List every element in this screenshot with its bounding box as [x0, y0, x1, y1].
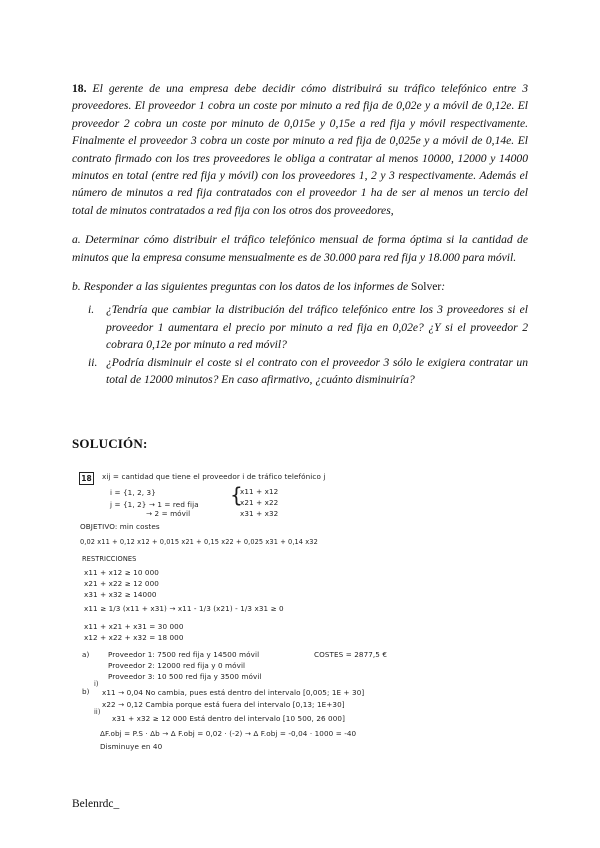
index-i-set: i = {1, 2, 3} [110, 488, 156, 497]
constraint-2: x21 + x22 ≥ 12 000 [84, 579, 159, 588]
solution-title: SOLUCIÓN: [72, 436, 148, 451]
question-item [72, 301, 528, 353]
problem-number: 18. [72, 82, 87, 95]
answer-b-ii-3: Disminuye en 40 [100, 742, 163, 751]
part-b-i-label: i) [94, 680, 99, 688]
part-b-ii-label: ii) [94, 708, 101, 716]
solver-word: Solver [411, 280, 442, 294]
brace-symbol: { [230, 483, 243, 507]
brace-line-2: x21 + x22 [240, 498, 279, 507]
answer-b-ii-2: ΔF.obj = P.S · Δb → Δ F.obj = 0,02 · (-2) → Δ F.obj = -0,04 · 1000 = -40 [100, 729, 357, 738]
brace-line-1: x11 + x12 [240, 487, 279, 496]
question-text: ¿Podría disminuir el coste si el contrato con el proveedor 3 sólo le exigiera contratar un total de 12000 minutos? En caso afirmativo, ¿cuánto disminuiría? [106, 355, 528, 387]
index-j-mobile: → 2 = móvil [146, 509, 191, 518]
constraint-4: x11 ≥ 1/3 (x11 + x31) → x11 - 1/3 (x21) - 1/3 x31 ≥ 0 [84, 604, 284, 613]
problem-text: El gerente de una empresa debe decidir cómo distribuirá su tráfico telefónico entre 3 proveedores. El proveedor 1 cobra un coste por minuto a red fija de 0,02e y a móvil de 0,12e. El proveedor 2 cobra un coste por minuto de 0,015e y 0,15e a red fija y móvil respectivamente. Finalmente el proveedor 3 cobra un coste por minuto a red fija de 0,025e y a móvil de 0,14e. El contrato firmado con los tres proveedores le obliga a contratar al menos 10000, 12000 y 14000 minutos en total (entre red fija y móvil) con los proveedores 1, 2 y 3 respectivamente. Además el número de minutos a red fija contratados con el proveedor 1 ha de ser al menos un tercio del total de minutos contratados a red fija con los otros dos proveedores, [72, 82, 528, 217]
constraint-3: x31 + x32 ≥ 14000 [84, 590, 157, 599]
answer-b-i-1: x11 → 0,04 No cambia, pues está dentro del intervalo [0,005; 1E + 30] [102, 688, 365, 697]
question-text: ¿Tendría que cambiar la distribución del tráfico telefónico entre los 3 proveedores si el proveedor 1 aumentara el precio por minuto a red fija en 0,02e? ¿Y si el proveedor 2 cobrara 0,12e por minuto a red móvil? [106, 303, 528, 352]
problem-intro [72, 80, 528, 219]
problem-statement [72, 80, 528, 389]
answer-provider-1: Proveedor 1: 7500 red fija y 14500 móvil [108, 650, 260, 659]
variable-definition: xij = cantidad que tiene el proveedor i de tráfico telefónico j [102, 472, 326, 481]
exercise-number-box: 18 [79, 472, 94, 485]
question-list [72, 301, 528, 388]
answer-provider-2: Proveedor 2: 12000 red fija y 0 móvil [108, 661, 246, 670]
question-mark: ii. [88, 355, 98, 369]
constraint-6: x12 + x22 + x32 = 18 000 [84, 633, 184, 642]
part-b-label: b) [82, 687, 90, 696]
part-b-colon: : [441, 280, 446, 294]
question-mark: i. [88, 303, 95, 317]
objective-label: OBJETIVO: min costes [80, 522, 160, 531]
answer-cost: COSTES = 2877,5 € [314, 650, 388, 659]
constraint-1: x11 + x12 ≥ 10 000 [84, 568, 159, 577]
author-footer: Belenrdc_ [72, 798, 120, 810]
part-b-text: b. Responder a las siguientes preguntas con los datos de los informes de [72, 280, 411, 294]
part-b [72, 278, 528, 295]
answer-provider-3: Proveedor 3: 10 500 red fija y 3500 móvil [108, 672, 262, 681]
objective-function: 0,02 x11 + 0,12 x12 + 0,015 x21 + 0,15 x22 + 0,025 x31 + 0,14 x32 [80, 538, 318, 546]
brace-line-3: x31 + x32 [240, 509, 279, 518]
answer-b-ii-1: x31 + x32 ≥ 12 000 Está dentro del intervalo [10 500, 26 000] [112, 714, 345, 723]
part-a-label: a) [82, 650, 90, 659]
question-item [72, 354, 528, 389]
answer-b-i-2: x22 → 0,12 Cambia porque está fuera del intervalo [0,13; 1E+30] [102, 700, 345, 709]
constraint-5: x11 + x21 + x31 = 30 000 [84, 622, 184, 631]
index-j-set: j = {1, 2} → 1 = red fija [110, 500, 199, 509]
part-a: a. Determinar cómo distribuir el tráfico telefónico mensual de forma óptima si la cantidad de minutos que la empresa consume mensualmente es de 30.000 para red fija y 18.000 para móvil. [72, 233, 528, 264]
constraints-label: RESTRICCIONES [82, 555, 137, 563]
